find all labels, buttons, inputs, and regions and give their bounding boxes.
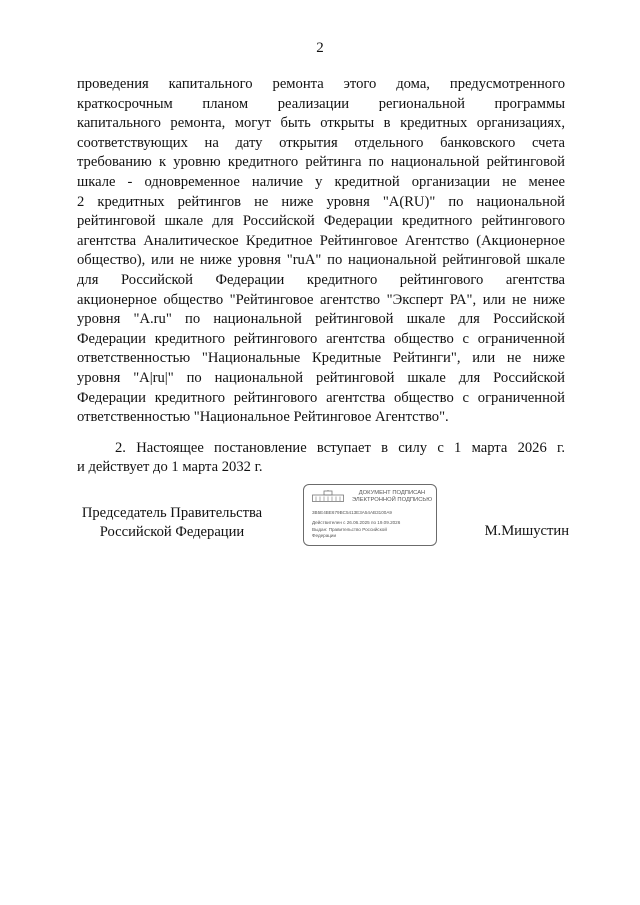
text-line: проведения капитального ремонта этого дома, предусмотренного bbox=[77, 76, 565, 92]
text-line: агентства Аналитическое Кредитное Рейтинговое Агентство (Акционерное bbox=[77, 232, 565, 249]
stamp-issuer: Федерации bbox=[312, 533, 337, 538]
signer-name: М.Мишустин bbox=[484, 523, 569, 539]
body-text bbox=[77, 75, 565, 478]
text-line: ответственностью "Национальные Кредитные Рейтинги", или не ниже bbox=[77, 350, 565, 367]
text-line: рейтинговой шкале для Российской Федерации кредитного рейтингового bbox=[77, 213, 565, 230]
signatory-title-line: Российской Федерации bbox=[99, 524, 245, 540]
signatory-title bbox=[77, 504, 267, 542]
text-line: уровня "A|ru|" по национальной рейтинговой шкале для Российской bbox=[77, 369, 565, 386]
text-line: уровня "A.ru" по национальной рейтинговой шкале для Российской bbox=[77, 311, 565, 328]
text-line: акционерное общество "Рейтинговое агентство "Эксперт РА", или не ниже bbox=[77, 291, 565, 308]
text-line: шкале - одновременное наличие у кредитной организации не менее bbox=[77, 173, 565, 190]
stamp-certificate: 3B5E4BE679BC5413E3A54AB3100A9 bbox=[312, 510, 392, 515]
stamp-validity: Действителен с 26.06.2025 по 19.09.2026 bbox=[312, 520, 401, 525]
paragraph-gap bbox=[77, 428, 565, 439]
stamp-issuer: Выдан: Правительство Российской bbox=[312, 527, 387, 532]
text-line: для Российской Федерации кредитного рейтингового агентства bbox=[77, 271, 565, 288]
electronic-signature-stamp bbox=[303, 484, 437, 546]
building-emblem-icon bbox=[312, 490, 344, 502]
page-number: 2 bbox=[316, 40, 324, 56]
text-line: 2 кредитных рейтингов не ниже уровня "A(RU)" по национальной bbox=[77, 193, 565, 210]
text-line: общество), или не ниже уровня "ruA" по национальной рейтинговой шкале bbox=[77, 252, 565, 269]
text-line: краткосрочным планом реализации региональной программы bbox=[77, 95, 565, 112]
text-line: Федерации кредитного рейтингового агентства общество с ограниченной bbox=[77, 330, 565, 347]
stamp-title-line: ЭЛЕКТРОННОЙ ПОДПИСЬЮ bbox=[351, 497, 433, 503]
text-line: Федерации кредитного рейтингового агентства общество с ограниченной bbox=[77, 389, 565, 406]
text-line: капитального ремонта, могут быть открыты в кредитных организациях, bbox=[77, 115, 565, 132]
text-line: 2. Настоящее постановление вступает в силу с 1 марта 2026 г. bbox=[115, 439, 565, 456]
text-line: и действует до 1 марта 2032 г. bbox=[77, 459, 263, 476]
text-line: соответствующих на дату открытия отдельного банковского счета bbox=[77, 134, 565, 151]
stamp-title-line: ДОКУМЕНТ ПОДПИСАН bbox=[358, 490, 426, 496]
text-line: требованию к уровню кредитного рейтинга по национальной рейтинговой bbox=[77, 154, 565, 171]
signatory-title-line: Председатель Правительства bbox=[81, 505, 263, 521]
text-line: ответственностью "Национальное Рейтинговое Агентство". bbox=[77, 409, 449, 426]
stamp-title bbox=[350, 490, 434, 504]
